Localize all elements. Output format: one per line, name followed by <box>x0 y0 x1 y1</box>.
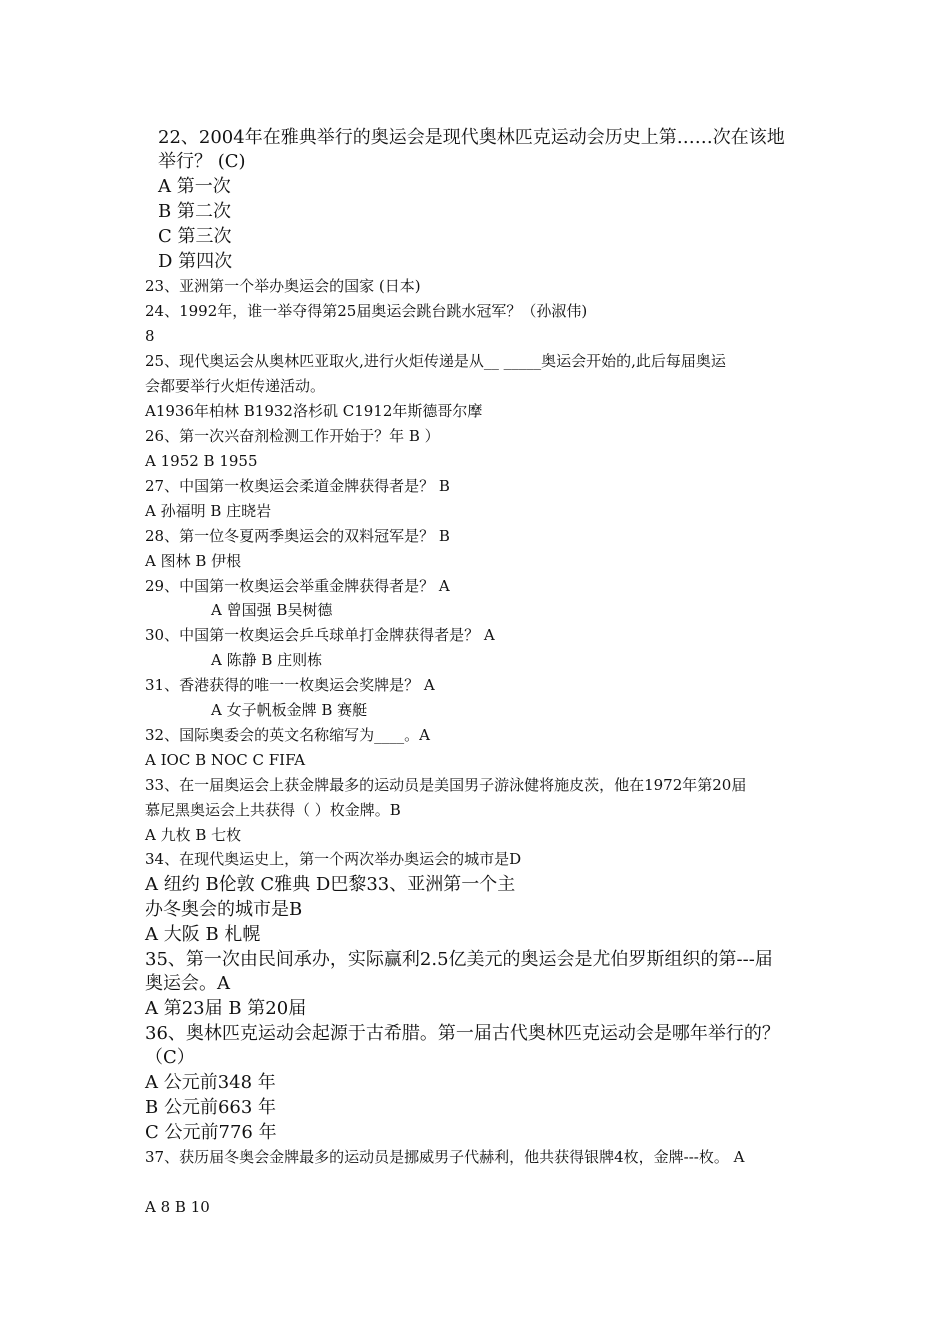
option-a: A 第一次 <box>158 176 231 197</box>
question-31: 31、香港获得的唯一一枚奥运会奖牌是？ A <box>145 676 435 694</box>
option-d: D 第四次 <box>158 251 233 272</box>
question-24: 24、1992年，谁一举夺得第25届奥运会跳台跳水冠军？（孙淑伟) <box>145 302 588 320</box>
question-33-line-1: 33、在一届奥运会上获金牌最多的运动员是美国男子游泳健将施皮茨，他在1972年第20届 <box>145 776 747 794</box>
question-33b-options: A 大阪 B 札幌 <box>145 924 261 945</box>
question-32: 32、国际奥委会的英文名称缩写为____。A <box>145 726 430 744</box>
question-28-options: A 图林 B 伊根 <box>145 552 242 570</box>
option-c: C 第三次 <box>158 226 232 247</box>
question-27: 27、中国第一枚奥运会柔道金牌获得者是？ B <box>145 477 450 495</box>
question-29: 29、中国第一枚奥运会举重金牌获得者是？ A <box>145 577 450 595</box>
question-36-option-c: C 公元前776 年 <box>145 1122 277 1143</box>
question-28: 28、第一位冬夏两季奥运会的双料冠军是？ B <box>145 527 450 545</box>
question-33b-line-2: 办冬奥会的城市是B <box>145 899 303 920</box>
question-36-answer: （C） <box>145 1047 195 1068</box>
question-36-option-b: B 公元前663 年 <box>145 1097 277 1118</box>
question-34-options: A 纽约 B伦敦 C雅典 D巴黎33、亚洲第一个主 <box>145 874 516 895</box>
question-30-options: A 陈静 B 庄则栋 <box>211 651 323 669</box>
question-26: 26、第一次兴奋剂检测工作开始于？年 B ） <box>145 427 440 445</box>
question-27-options: A 孙福明 B 庄晓岩 <box>145 502 272 520</box>
question-36-option-a: A 公元前348 年 <box>145 1072 276 1093</box>
question-25-line-2: 会都要举行火炬传递活动。 <box>145 377 326 395</box>
question-25-options: A1936年柏林 B1932洛杉矶 C1912年斯德哥尔摩 <box>145 402 483 420</box>
question-35-line-1: 35、第一次由民间承办，实际赢利2.5亿美元的奥运会是尤伯罗斯组织的第---届 <box>145 949 773 970</box>
page-number: 8 <box>145 327 155 345</box>
question-25-line-1: 25、现代奥运会从奥林匹亚取火,进行火炬传递是从__ _____奥运会开始的,此后每届奥运 <box>145 352 726 370</box>
question-22-line-1: 22、2004年在雅典举行的奥运会是现代奥林匹克运动会历史上第……次在该地 <box>158 127 785 148</box>
question-26-options: A 1952 B 1955 <box>145 452 258 470</box>
question-30: 30、中国第一枚奥运会乒乓球单打金牌获得者是？ A <box>145 626 495 644</box>
question-22-line-2: 举行？ (C) <box>158 151 246 172</box>
question-33-options: A 九枚 B 七枚 <box>145 826 242 844</box>
question-36-line-1: 36、奥林匹克运动会起源于古希腊。第一届古代奥林匹克运动会是哪年举行的？ <box>145 1023 780 1044</box>
question-37: 37、获历届冬奥会金牌最多的运动员是挪威男子代赫利，他共获得银牌4枚，金牌---枚。 A <box>145 1148 745 1166</box>
question-32-options: A IOC B NOC C FIFA <box>145 751 306 769</box>
question-29-options: A 曾国强 B吴树德 <box>211 601 333 619</box>
question-35-line-2: 奥运会。A <box>145 973 230 994</box>
option-b: B 第二次 <box>158 201 231 222</box>
question-35-options: A 第23届 B 第20届 <box>145 998 307 1019</box>
question-34: 34、在现代奥运史上，第一个两次举办奥运会的城市是D <box>145 850 522 868</box>
question-31-options: A 女子帆板金牌 B 赛艇 <box>211 701 368 719</box>
question-37-options: A 8 B 10 <box>145 1198 210 1216</box>
question-23: 23、亚洲第一个举办奥运会的国家 (日本) <box>145 277 421 295</box>
question-33-line-2: 慕尼黑奥运会上共获得（ ）枚金牌。B <box>145 801 401 819</box>
